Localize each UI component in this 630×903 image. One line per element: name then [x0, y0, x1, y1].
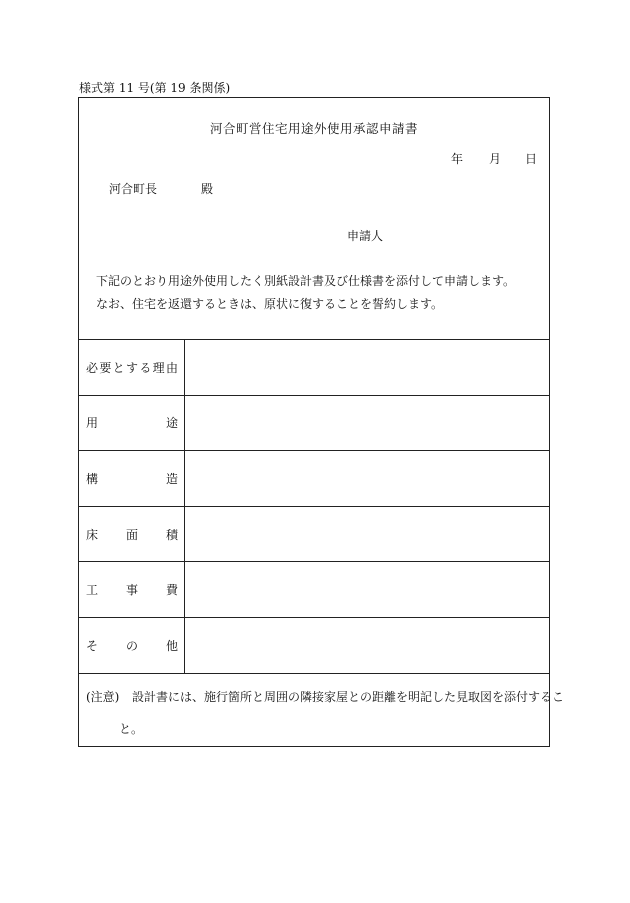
- table-row-floor-area: [79, 506, 549, 562]
- label-char: 面: [125, 527, 138, 542]
- honorific: 殿: [201, 182, 214, 196]
- table-row-construction-cost: [79, 561, 549, 617]
- label-char: 途: [165, 416, 178, 431]
- application-form: [78, 97, 565, 747]
- date-day-label: 日: [525, 152, 538, 166]
- table-row-structure: [79, 450, 549, 506]
- form-table: [79, 339, 549, 673]
- label-char: 構: [86, 471, 99, 486]
- purpose-field[interactable]: [185, 396, 549, 451]
- notes-text-line-2: と。: [119, 722, 144, 736]
- label-char: と: [112, 360, 125, 375]
- label-char: 事: [125, 583, 138, 598]
- label-char: 床: [86, 527, 99, 542]
- floor-area-field[interactable]: [185, 507, 549, 562]
- notes-label: (注意): [86, 690, 120, 704]
- label-char: 要: [99, 360, 112, 375]
- table-row-other: [79, 617, 549, 673]
- label-char: 由: [165, 360, 178, 375]
- label-char: 必: [86, 360, 99, 375]
- row-label-reason: [79, 340, 185, 395]
- label-char: 他: [165, 638, 178, 653]
- row-label-other: [79, 618, 185, 673]
- date-year-label: 年: [451, 152, 464, 166]
- row-label-construction-cost: [79, 562, 185, 617]
- label-char: 造: [165, 471, 178, 486]
- other-field[interactable]: [185, 618, 549, 673]
- row-label-purpose: [79, 396, 185, 451]
- label-char: 工: [86, 583, 99, 598]
- row-label-floor-area: [79, 507, 185, 562]
- form-number: 様式第 11 号(第 19 条関係): [79, 81, 231, 95]
- label-char: す: [125, 360, 138, 375]
- notes-text-line-1: 設計書には、施行箇所と周囲の隣接家屋との距離を明記した見取図を添付するこ: [132, 690, 565, 704]
- structure-field[interactable]: [185, 451, 549, 506]
- label-char: 用: [86, 416, 99, 431]
- applicant-label: 申請人: [347, 229, 384, 243]
- label-char: そ: [86, 638, 99, 653]
- form-title: 河合町営住宅用途外使用承認申請書: [209, 121, 418, 136]
- addressee: 河合町長: [109, 182, 158, 196]
- date-month-label: 月: [489, 152, 502, 166]
- construction-cost-field[interactable]: [185, 562, 549, 617]
- label-char: の: [125, 638, 138, 653]
- body-text-line-2: なお、住宅を返還するときは、原状に復することを誓約します。: [96, 297, 444, 311]
- row-label-structure: [79, 451, 185, 506]
- label-char: 積: [165, 527, 178, 542]
- body-text-line-1: 下記のとおり用途外使用したく別紙設計書及び仕様書を添付して申請します。: [96, 274, 516, 288]
- reason-field[interactable]: [185, 340, 549, 395]
- table-row-purpose: [79, 395, 549, 451]
- table-row-reason: [79, 339, 549, 395]
- notes-section: [79, 673, 565, 747]
- label-char: る: [139, 360, 152, 375]
- label-char: 費: [165, 583, 178, 598]
- label-char: 理: [152, 360, 165, 375]
